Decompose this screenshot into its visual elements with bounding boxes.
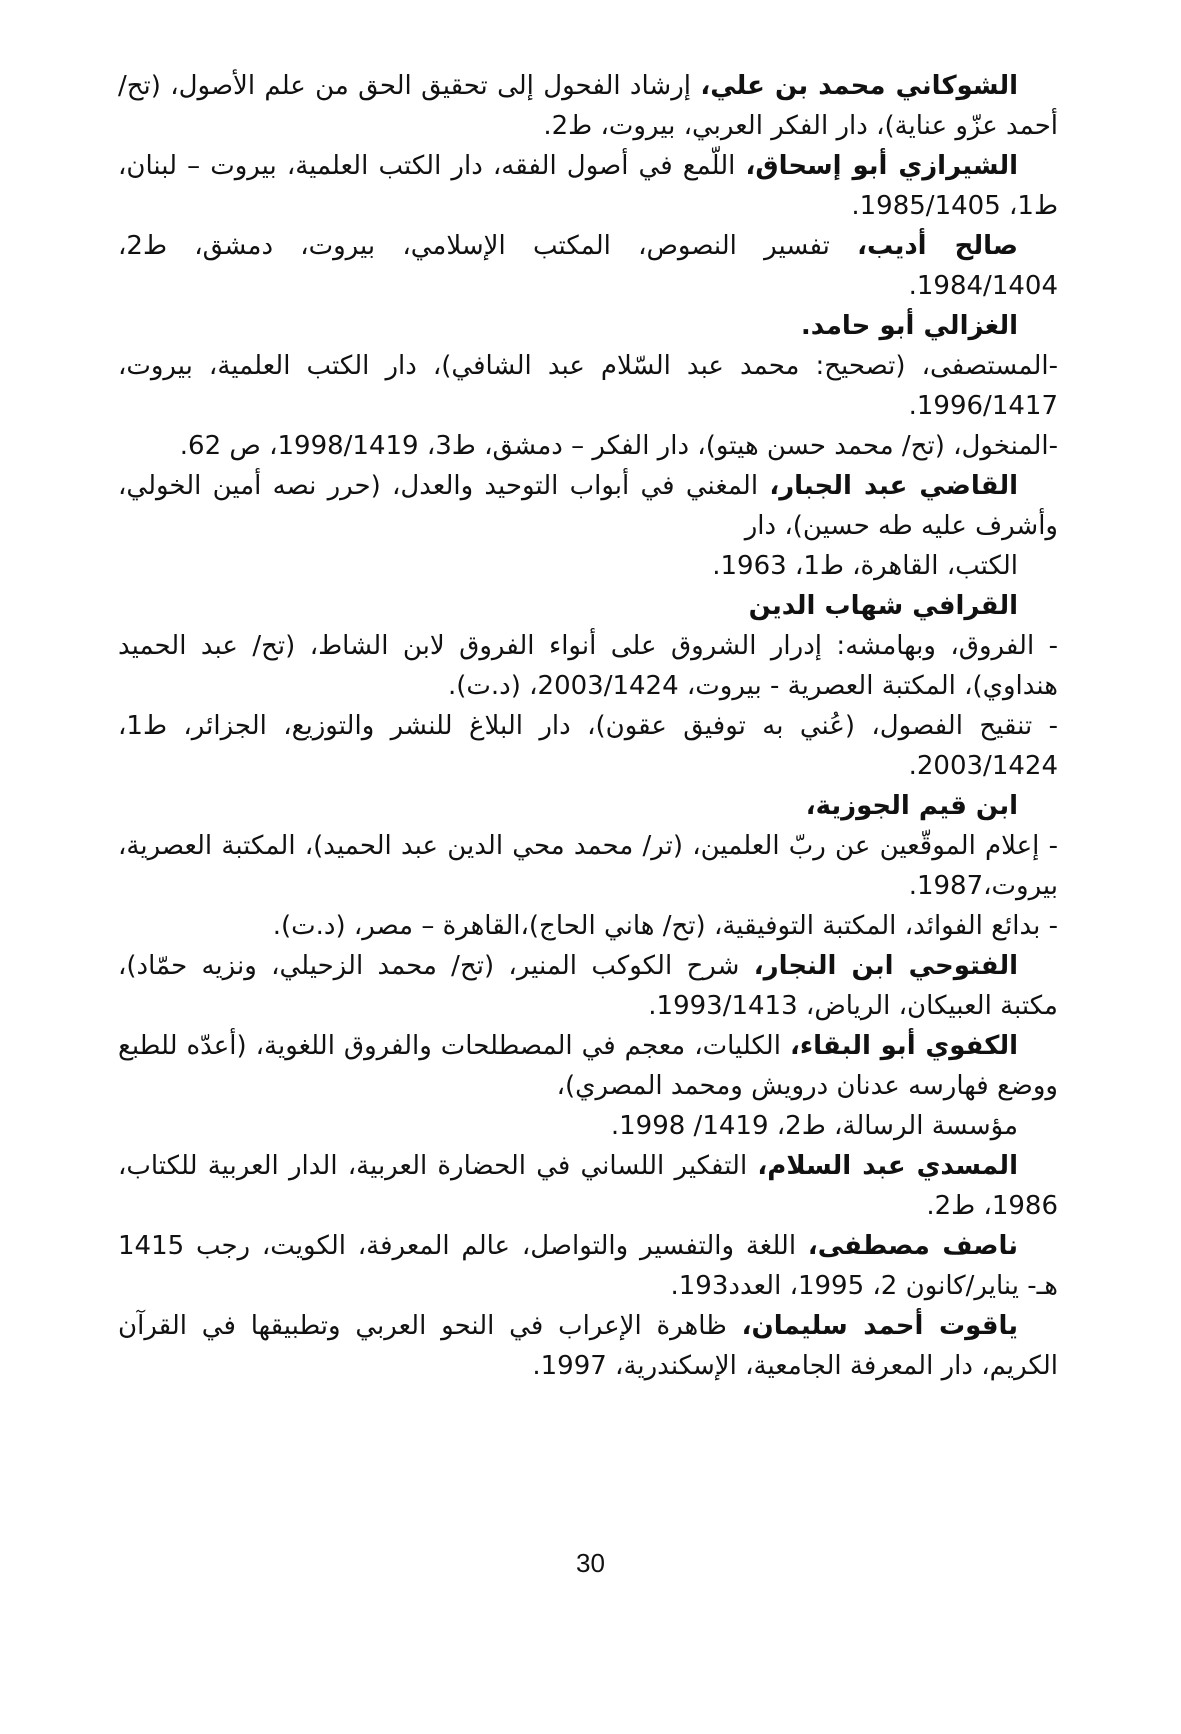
bib-author: ابن قيم الجوزية، xyxy=(805,791,1018,821)
bib-text: - إعلام الموقّعين عن ربّ العلمين، (تر/ محمد محي الدين عبد الحميد)، المكتبة العصرية، بيروت،1987. xyxy=(118,831,1058,901)
bib-text: المغني في أبواب التوحيد والعدل، (حرر نصه أمين الخولي، وأشرف عليه طه حسين)، دار xyxy=(118,471,1058,541)
bib-author: الغزالي أبو حامد. xyxy=(800,311,1018,341)
bib-author: الشيرازي أبو إسحاق، xyxy=(745,151,1018,181)
bib-text: -المستصفى، (تصحيح: محمد عبد السّلام عبد الشافي)، دار الكتب العلمية، بيروت، 1996/1417. xyxy=(118,351,1058,421)
bib-text: اللّمع في أصول الفقه، دار الكتب العلمية، بيروت – لبنان، ط1، 1985/1405. xyxy=(118,151,1058,221)
bib-author: المسدي عبد السلام، xyxy=(757,1151,1018,1181)
bib-text: - الفروق، وبهامشه: إدرار الشروق على أنواء الفروق لابن الشاط، (تح/ عبد الحميد هنداوي)، المكتبة العصرية - بيروت، 2003/1424، (د.ت). xyxy=(118,631,1058,701)
bib-text: التفكير اللساني في الحضارة العربية، الدار العربية للكتاب، 1986، ط2. xyxy=(118,1151,1058,1221)
bib-text: - بدائع الفوائد، المكتبة التوفيقية، (تح/ هاني الحاج)،القاهرة – مصر، (د.ت). xyxy=(272,911,1058,941)
bib-text: -المنخول، (تح/ محمد حسن هيتو)، دار الفكر – دمشق، ط3، 1998/1419، ص 62. xyxy=(179,431,1058,461)
bib-text: الكليات، معجم في المصطلحات والفروق اللغوية، (أعدّه للطبع ووضع فهارسه عدنان درويش ومحمد المصري)، xyxy=(118,1031,1058,1101)
bibliography-list xyxy=(118,66,1058,1386)
bib-text: مؤسسة الرسالة، ط2، 1419/ 1998. xyxy=(610,1111,1018,1141)
bib-text: تفسير النصوص، المكتب الإسلامي، بيروت، دمشق، ط2، 1984/1404. xyxy=(118,231,1058,301)
bib-entry-saleh xyxy=(118,226,1058,306)
bib-text: الكتب، القاهرة، ط1، 1963. xyxy=(712,551,1018,581)
bib-text: ظاهرة الإعراب في النحو العربي وتطبيقها في القرآن الكريم، دار المعرفة الجامعية، الإسكندرية، 1997. xyxy=(118,1311,1058,1381)
bib-continuation-kafawi xyxy=(118,1106,1058,1146)
bib-text: شرح الكوكب المنير، (تح/ محمد الزحيلي، ونزيه حمّاد)، مكتبة العبيكان، الرياض، 1993/1413. xyxy=(118,951,1058,1021)
bib-subentry-ilam xyxy=(118,826,1058,906)
bib-entry-yaqut xyxy=(118,1306,1058,1386)
bib-subentry-furuq xyxy=(118,626,1058,706)
bib-author: صالح أديب، xyxy=(857,231,1019,261)
bib-subentry-mankhul xyxy=(118,426,1058,466)
bib-entry-masaddi xyxy=(118,1146,1058,1226)
bib-author: ناصف مصطفى، xyxy=(807,1231,1018,1261)
bib-author: الفتوحي ابن النجار، xyxy=(753,951,1019,981)
bib-entry-qarafi xyxy=(118,586,1058,626)
bib-text: اللغة والتفسير والتواصل، عالم المعرفة، الكويت، رجب 1415 هـ- يناير/كانون 2، 1995، العدد193. xyxy=(118,1231,1058,1301)
bib-entry-nasif xyxy=(118,1226,1058,1306)
bib-entry-kafawi xyxy=(118,1026,1058,1106)
bib-subentry-mustasfa xyxy=(118,346,1058,426)
bib-author: القرافي شهاب الدين xyxy=(748,591,1018,621)
bib-subentry-badai xyxy=(118,906,1058,946)
page-number: 30 xyxy=(576,1548,605,1578)
bib-continuation-qadi xyxy=(118,546,1058,586)
bib-author: ياقوت أحمد سليمان، xyxy=(741,1311,1018,1341)
bib-entry-shawkani xyxy=(118,66,1058,146)
bib-text: - تنقيح الفصول، (عُني به توفيق عقون)، دار البلاغ للنشر والتوزيع، الجزائر، ط1، 2003/1424. xyxy=(118,711,1058,781)
bib-author: القاضي عبد الجبار، xyxy=(769,471,1018,501)
bib-entry-shirazi xyxy=(118,146,1058,226)
bib-entry-ibn-qayyim xyxy=(118,786,1058,826)
bib-entry-qadi-abd-aljabbar xyxy=(118,466,1058,546)
bib-text: إرشاد الفحول إلى تحقيق الحق من علم الأصول، (تح/ أحمد عزّو عناية)، دار الفكر العربي، بيروت، ط2. xyxy=(118,71,1058,141)
bib-author: الكفوي أبو البقاء، xyxy=(789,1031,1018,1061)
bib-author: الشوكاني محمد بن علي، xyxy=(700,71,1018,101)
bib-subentry-tanqih xyxy=(118,706,1058,786)
bib-entry-ghazali xyxy=(118,306,1058,346)
bib-entry-futuhi xyxy=(118,946,1058,1026)
